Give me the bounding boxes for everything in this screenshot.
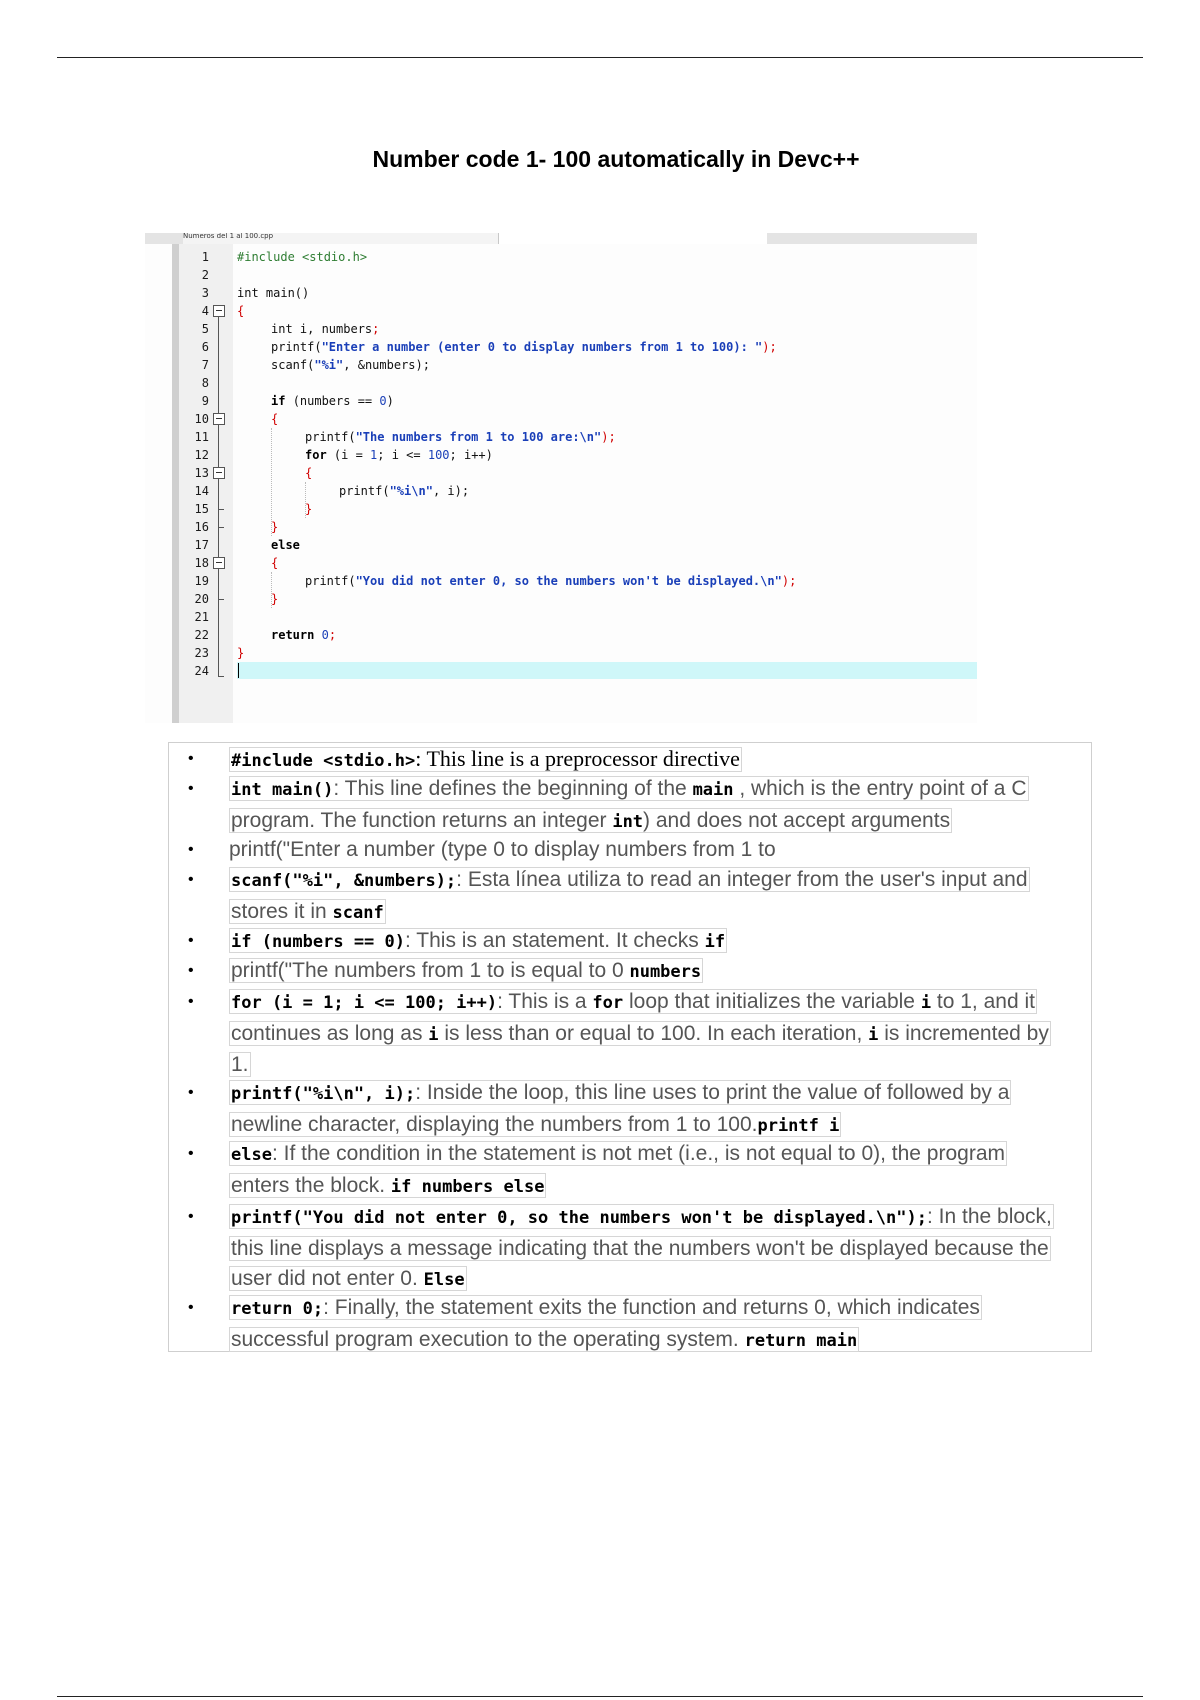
- code-token: ;: [328, 628, 337, 642]
- explanation-text: 1.: [231, 1053, 249, 1076]
- line-number: 1: [201, 250, 209, 264]
- fold-collapse-icon[interactable]: [213, 557, 225, 569]
- explanation-text: newline character, displaying the numbers from 1 to 100.: [231, 1112, 758, 1136]
- code-token: (i =: [333, 448, 371, 462]
- code-token: printf(: [271, 340, 322, 354]
- line-number: 11: [194, 430, 209, 444]
- code-line: [237, 644, 244, 662]
- code-token: ; i++): [449, 448, 493, 462]
- code-term: scanf: [332, 902, 384, 923]
- code-token: , i);: [432, 484, 470, 498]
- explanation-text: continues as long as: [231, 1021, 429, 1045]
- code-token: }: [237, 646, 245, 660]
- explanation-list: [168, 742, 1092, 1352]
- editor-tab-blank: [499, 233, 767, 244]
- explanation-line: [229, 808, 952, 833]
- code-line: [305, 464, 312, 482]
- explanation-text: program. The function returns an integer: [231, 808, 613, 832]
- explanation-text: : This is an statement. It checks: [405, 929, 705, 952]
- list-item: [188, 835, 1089, 866]
- code-token: if: [271, 394, 293, 408]
- code-line: [305, 500, 312, 518]
- code-token: else: [271, 538, 300, 552]
- line-number: 21: [194, 610, 209, 624]
- code-term: numbers: [629, 962, 702, 982]
- bullet-icon: •: [188, 1208, 194, 1225]
- explanation-line: [229, 1327, 859, 1352]
- code-line: [237, 302, 244, 320]
- code-token: {: [271, 556, 279, 570]
- explanation-line: [229, 1080, 1011, 1105]
- line-number: 7: [201, 358, 209, 372]
- line-number: 16: [194, 520, 209, 534]
- code-token: "You did not enter 0, so the numbers won't be displayed.\n": [355, 574, 782, 588]
- code-term: printf("%i\n", i);: [231, 1084, 416, 1104]
- explanation-text: : This is a: [497, 990, 593, 1013]
- code-screenshot: [145, 233, 977, 723]
- code-token: {: [305, 466, 313, 480]
- code-token: );: [781, 574, 797, 588]
- line-number: 24: [194, 664, 209, 678]
- line-number: 20: [194, 592, 209, 606]
- code-term: return main: [744, 1330, 858, 1351]
- list-item: [188, 1139, 1089, 1202]
- line-number: 9: [201, 394, 209, 408]
- code-token: "%i\n": [389, 484, 433, 498]
- line-number: 3: [201, 286, 209, 300]
- explanation-line: [229, 928, 727, 953]
- code-term: int: [612, 811, 644, 832]
- explanation-text: : In the block,: [926, 1205, 1052, 1228]
- code-token: scanf(: [271, 358, 315, 372]
- code-token: }: [271, 592, 279, 606]
- fold-collapse-icon[interactable]: [213, 413, 225, 425]
- line-number: 2: [201, 268, 209, 282]
- list-item: [188, 1202, 1089, 1296]
- explanation-text: to 1, and it: [931, 990, 1035, 1013]
- code-term: int main(): [231, 780, 334, 800]
- line-number: 12: [194, 448, 209, 462]
- code-line: [271, 590, 278, 608]
- code-token: i, numbers: [299, 322, 373, 336]
- line-number: 23: [194, 646, 209, 660]
- bullet-icon: •: [188, 993, 194, 1010]
- explanation-text: printf("The numbers from 1 to is equal to 0: [231, 959, 630, 982]
- bullet-icon: •: [188, 841, 194, 858]
- code-token: ; i <=: [377, 448, 428, 462]
- code-term: if (numbers == 0): [231, 932, 405, 952]
- code-token: , &numbers);: [343, 358, 430, 372]
- explanation-line: [229, 899, 386, 924]
- code-token: int: [271, 322, 300, 336]
- list-item: [188, 1293, 1089, 1356]
- code-token: "The numbers from 1 to 100 are:\n": [355, 430, 602, 444]
- explanation-line: [229, 958, 703, 983]
- code-token: }: [271, 520, 279, 534]
- explanation-text: : Inside the loop, this line uses to print the value of followed by a: [415, 1081, 1010, 1104]
- bullet-icon: •: [188, 962, 194, 979]
- code-line: [237, 248, 367, 266]
- list-item: [188, 774, 1089, 837]
- list-item: [188, 1078, 1089, 1141]
- fold-collapse-icon[interactable]: [213, 467, 225, 479]
- explanation-text: : Esta línea utiliza to read an integer from the user's input and: [456, 868, 1028, 891]
- line-number: 22: [194, 628, 209, 642]
- list-item: [188, 744, 1089, 777]
- editor-left-strip: [172, 244, 179, 723]
- line-number: 4: [201, 304, 209, 318]
- code-line: [271, 392, 394, 410]
- footer-rule: [57, 1696, 1143, 1697]
- code-term: printf("You did not enter 0, so the numbers won't be displayed.\n");: [231, 1208, 927, 1228]
- code-token: 0: [379, 394, 387, 408]
- code-token: {: [271, 412, 279, 426]
- line-number: 8: [201, 376, 209, 390]
- explanation-text: printf("Enter a number (type 0 to display numbers from 1 to: [229, 838, 776, 861]
- explanation-text: enters the block.: [231, 1173, 391, 1197]
- list-item: [188, 926, 1089, 958]
- explanation-text: : This line defines the beginning of the: [333, 777, 693, 800]
- bullet-icon: •: [188, 780, 194, 797]
- code-token: return: [271, 628, 322, 642]
- explanation-text: user did not enter 0.: [231, 1267, 424, 1290]
- line-number: 6: [201, 340, 209, 354]
- explanation-line: [229, 1295, 982, 1320]
- code-line: [271, 338, 777, 356]
- line-number: 15: [194, 502, 209, 516]
- fold-end-tick: [218, 527, 224, 528]
- code-line: [271, 410, 278, 428]
- code-token: for: [305, 448, 334, 462]
- code-term: else: [231, 1145, 272, 1165]
- code-line: [271, 536, 300, 554]
- fold-guide-line: [218, 313, 219, 676]
- fold-collapse-icon[interactable]: [213, 305, 225, 317]
- code-line: [237, 284, 309, 302]
- line-number: 10: [194, 412, 209, 426]
- code-token: ): [386, 394, 394, 408]
- code-term: main: [692, 780, 734, 800]
- code-line: [271, 554, 278, 572]
- explanation-text: successful program execution to the operating system.: [231, 1327, 745, 1351]
- code-line: [271, 626, 336, 644]
- explanation-text: is less than or equal to 100. In each iteration,: [438, 1021, 869, 1045]
- code-line: [271, 356, 430, 374]
- line-number: 13: [194, 466, 209, 480]
- code-term: scanf("%i", &numbers);: [231, 871, 457, 891]
- code-token: }: [305, 502, 313, 516]
- explanation-line: [229, 1021, 1051, 1046]
- explanation-line: [229, 867, 1030, 892]
- explanation-line: [229, 776, 1029, 801]
- code-term: i: [920, 993, 932, 1013]
- explanation-line: [229, 1112, 841, 1137]
- code-term: Else: [423, 1270, 465, 1290]
- fold-end-tick: [218, 676, 224, 677]
- explanation-line: [229, 747, 742, 772]
- code-token: int main(): [237, 286, 310, 300]
- bullet-icon: •: [188, 1084, 194, 1101]
- code-term: i: [868, 1024, 879, 1045]
- code-term: return 0;: [231, 1299, 324, 1319]
- explanation-line: [229, 1266, 467, 1291]
- current-line-highlight: [237, 662, 977, 679]
- explanation-line: [229, 1173, 546, 1198]
- explanation-text: : If the condition in the statement is not met (i.e., is not equal to 0), the program: [271, 1142, 1006, 1165]
- code-token: (numbers ==: [292, 394, 380, 408]
- code-term: i: [428, 1024, 439, 1045]
- page-title: Number code 1- 100 automatically in Devc++: [372, 146, 860, 172]
- code-line: [339, 482, 469, 500]
- explanation-text: stores it in: [231, 899, 333, 923]
- code-term: for: [592, 993, 624, 1013]
- code-line: [305, 572, 796, 590]
- line-number: 17: [194, 538, 209, 552]
- explanation-text: this line displays a message indicating that the numbers won't be displayed because the: [231, 1236, 1049, 1260]
- explanation-text: ) and does not accept arguments: [643, 808, 951, 832]
- code-token: );: [762, 340, 777, 354]
- list-item: [188, 865, 1089, 928]
- code-token: "Enter a number (enter 0 to display numbers from 1 to 100): ": [321, 340, 763, 354]
- code-token: printf(: [339, 484, 390, 498]
- list-item: [188, 956, 1089, 988]
- code-token: 100: [427, 448, 450, 462]
- line-number: 5: [201, 322, 209, 336]
- fold-end-tick: [218, 509, 224, 510]
- explanation-text: : Finally, the statement exits the function and returns 0, which indicates: [323, 1296, 980, 1319]
- code-term: #include <stdio.h>: [231, 751, 416, 771]
- bullet-icon: •: [188, 1145, 194, 1162]
- bullet-icon: •: [188, 932, 194, 949]
- list-item: [188, 987, 1089, 1081]
- code-token: #include <stdio.h>: [237, 250, 368, 264]
- code-term: if: [704, 932, 726, 952]
- code-term: printf i: [757, 1115, 840, 1136]
- code-term: for (i = 1; i <= 100; i++): [231, 993, 498, 1013]
- editor-tab: Numeros del 1 al 100.cpp: [183, 233, 499, 244]
- bullet-icon: •: [188, 871, 194, 888]
- explanation-line: [229, 989, 1037, 1014]
- code-token: "%i": [314, 358, 344, 372]
- explanation-line: [229, 1204, 1054, 1229]
- code-line: [271, 518, 278, 536]
- code-line: [271, 320, 379, 338]
- explanation-text: is incremented by: [878, 1021, 1049, 1045]
- line-number: 18: [194, 556, 209, 570]
- explanation-text: , which is the entry point of a C: [733, 777, 1027, 800]
- code-token: );: [601, 430, 616, 444]
- explanation-line: [229, 1052, 251, 1077]
- code-token: {: [237, 304, 245, 318]
- code-token: ;: [372, 322, 380, 336]
- fold-end-tick: [218, 599, 224, 600]
- code-token: printf(: [305, 430, 356, 444]
- code-term: if numbers else: [390, 1176, 545, 1197]
- bullet-icon: •: [188, 750, 194, 767]
- text-caret: [238, 663, 239, 678]
- line-number: 14: [194, 484, 209, 498]
- explanation-line: [229, 1236, 1051, 1261]
- explanation-text: loop that initializes the variable: [623, 990, 921, 1013]
- code-token: 1: [370, 448, 378, 462]
- code-token: printf(: [305, 574, 356, 588]
- explanation-text: : This line is a preprocessor directive: [415, 746, 740, 771]
- bullet-icon: •: [188, 1299, 194, 1316]
- header-rule: [57, 57, 1143, 58]
- code-line: [305, 428, 616, 446]
- code-line: [305, 446, 493, 464]
- explanation-line: [229, 1141, 1007, 1166]
- line-number: 19: [194, 574, 209, 588]
- code-token: 0: [321, 628, 329, 642]
